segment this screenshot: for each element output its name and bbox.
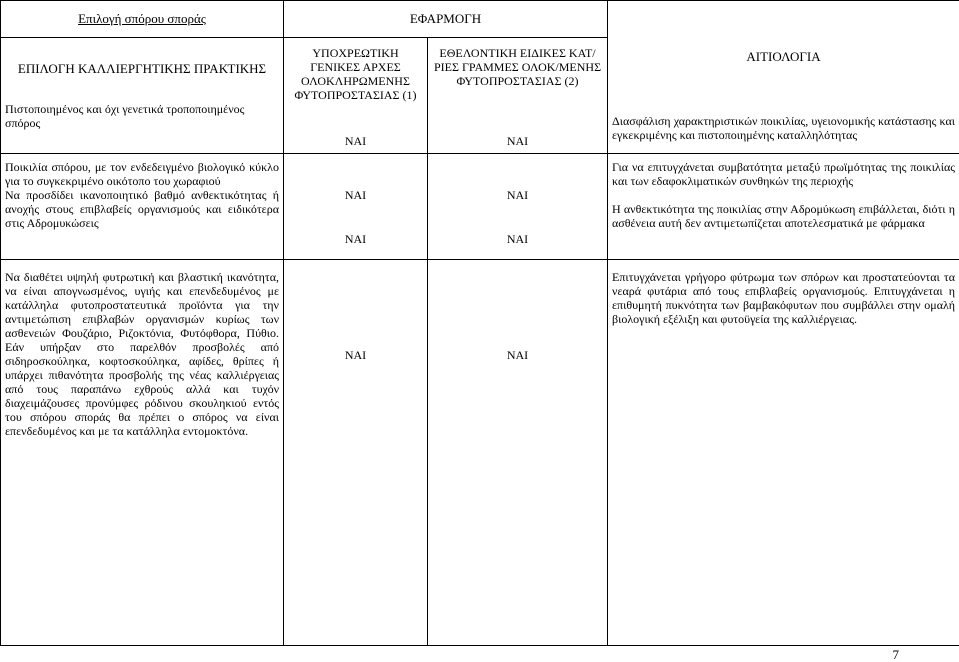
practice-cell-2 xyxy=(1,154,284,260)
reason-header: ΑΙΤΙΟΛΟΓΙΑ xyxy=(746,48,821,64)
reason-cell-3 xyxy=(608,260,959,646)
section-title: Επιλογή σπόρου σποράς xyxy=(1,1,284,38)
reason-header-top xyxy=(608,1,959,38)
mandatory-value-1: ΝΑΙ xyxy=(344,134,367,148)
reason-text-2a: Για να επιτυγχάνεται συμβατότητα μεταξύ πρωϊμότητας της ποικιλίας και των εδαφοκλιματικών συνθηκών της περιοχής xyxy=(612,160,956,188)
practice-text-resistance: Να προσδίδει ικανοποιητικό βαθμό ανθεκτικότητας ή ανοχής στους επιβλαβείς οργανισμούς και ειδικότερα στις Αδρομυκώσεις xyxy=(5,188,279,230)
voluntary-header: ΕΘΕΛΟΝΤΙΚΗ ΕΙΔΙΚΕΣ ΚΑΤ/ΡΙΕΣ ΓΡΑΜΜΕΣ ΟΛΟΚ/ΜΕΝΗΣ ΦΥΤΟΠΡΟΣΤΑΣΙΑΣ (2) xyxy=(433,46,602,88)
voluntary-value-3: ΝΑΙ xyxy=(506,348,529,362)
practice-cell-1 xyxy=(1,38,284,154)
reason-text-3: Επιτυγχάνεται γρήγορο φύτρωμα των σπόρων και προστατεύονται τα νεαρά φυτάρια από τους επιβλαβείς οργανισμούς. Επιτυγχάνεται η επιθυμητή πυκνότητα των βαμβακόφυτων που συμβάλλει στην ομαλή βιολογική εξέλιξη και φυτοϋγεία της καλλιέργειας. xyxy=(612,270,956,326)
mandatory-header: ΥΠΟΧΡΕΩΤΙΚΗ ΓΕΝΙΚΕΣ ΑΡΧΕΣ ΟΛΟΚΛΗΡΩΜΕΝΗΣ ΦΥΤΟΠΡΟΣΤΑΣΙΑΣ (1) xyxy=(294,46,417,102)
application-header: ΕΦΑΡΜΟΓΗ xyxy=(284,1,608,38)
voluntary-cell-2 xyxy=(428,154,608,260)
reason-text-1: Διασφάλιση χαρακτηριστικών ποικιλίας, υγειονομικής κατάστασης και εγκεκριμένης και πιστοποιημένης καταλληλότητας xyxy=(612,113,956,142)
voluntary-value-2a: ΝΑΙ xyxy=(506,188,529,202)
practice-cell-3 xyxy=(1,260,284,646)
practice-text-germination: Να διαθέτει υψηλή φυτρωτική και βλαστική ικανότητα, να είναι απογνωσμένος, υγιής και επενδεδυμένος με κατάλληλα φυτοπροστατευτικά προϊόντα για την αντιμετώπιση επιβλαβών οργανισμών κυρίως των ασθενειών Φουζάριο, Ριζοκτόνια, Φυτόφθορα, Πύθιο. Εάν υπήρξαν στο παρελθόν προσβολές από σιδηροσκούληκα, κοφτοσκούληκα, αφίδες, θρίπες ή υπάρχει πιθανότητα προσβολής της νέας καλλιέργειας από τους παραπάνω εχθρούς αλλά και τυχόν διαχειμάζουσες προνύμφες ρόδινου σκουληκιού εντός του σπόρου σποράς θα πρέπει ο σπόρος να είναι επενδεδυμένος και με τα κατάλληλα εντομοκτόνα. xyxy=(5,270,279,438)
voluntary-value-2b: ΝΑΙ xyxy=(506,232,529,246)
practice-text-seed: Πιστοποιημένος και όχι γενετικά τροποποιημένος σπόρος xyxy=(5,102,245,130)
page-number: 7 xyxy=(892,647,899,662)
practice-text-variety: Ποικιλία σπόρου, με τον ενδεδειγμένο βιολογικό κύκλο για το συγκεκριμένο οικότοπο του χωραφιού xyxy=(5,160,279,188)
voluntary-value-1: ΝΑΙ xyxy=(506,134,529,148)
mandatory-value-2a: ΝΑΙ xyxy=(344,188,367,202)
mandatory-cell-3 xyxy=(284,260,428,646)
practice-heading: ΕΠΙΛΟΓΗ ΚΑΛΛΙΕΡΓΗΤΙΚΗΣ ΠΡΑΚΤΙΚΗΣ xyxy=(17,61,267,76)
voluntary-cell-3 xyxy=(428,260,608,646)
mandatory-cell-2 xyxy=(284,154,428,260)
mandatory-value-3: ΝΑΙ xyxy=(344,348,367,362)
mandatory-value-2b: ΝΑΙ xyxy=(344,232,367,246)
mandatory-cell-1 xyxy=(284,38,428,154)
voluntary-cell-1 xyxy=(428,38,608,154)
reason-text-2b: Η ανθεκτικότητα της ποικιλίας στην Αδρομύκωση επιβάλλεται, διότι η ασθένεια αυτή δεν αντιμετωπίζεται αποτελεσματικά με φάρμακα xyxy=(612,202,956,230)
reason-cell-2 xyxy=(608,154,959,260)
reason-cell-1 xyxy=(608,38,959,154)
